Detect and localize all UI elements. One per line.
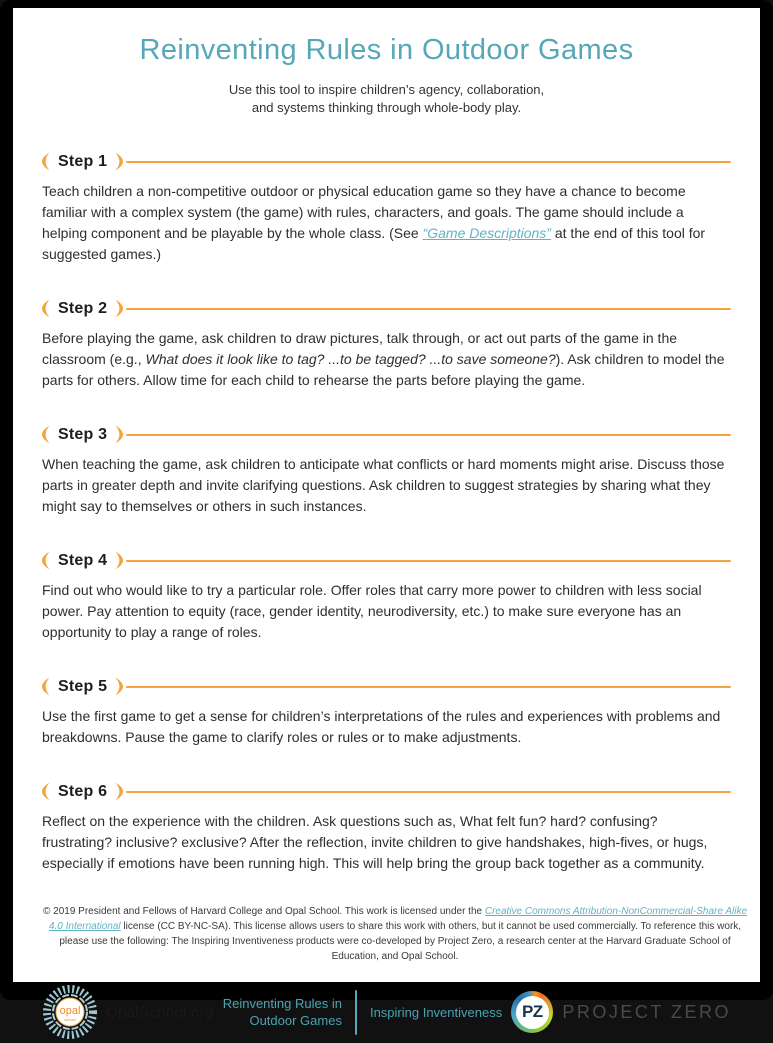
subtitle-line-2: and systems thinking through whole-body play. [251,100,522,115]
opal-school-logo-icon [42,984,98,1040]
footer-vertical-divider [355,990,357,1035]
opal-school-group [42,984,214,1040]
game-descriptions-link[interactable]: “Game Descriptions” [422,225,551,241]
step-2-header [42,299,731,318]
crescent-left-icon [42,782,51,801]
step-1-text-1: Teach children a non-competitive outdoor or physical education game so they have a chance to become familiar with a complex system (the game) with rules, characters, and goals. The game should include a helping component and be playable by the whole class. (See [42,183,686,241]
crescent-right-icon [114,299,123,318]
license-text-2: license (CC BY-NC-SA). This license allows users to share this work with others, but it cannot be used commercially. To reference this work, please use the following: The Inspiring Inventiveness products were co-developed by Project Zero, a research center at the Harvard Graduate School of Education, and Opal School. [59,921,742,962]
step-5-section [42,677,731,748]
series-tagline: Inspiring Inventiveness [369,1004,503,1020]
page-title: Reinventing Rules in Outdoor Games [139,34,634,66]
step-2-text-2: ). Ask children to model the parts for others. Allow time for each child to rehearse the parts before playing the game. [42,351,725,388]
opal-logo-word: opal [59,1005,81,1017]
crescent-right-icon [114,425,123,444]
step-4-label: Step 4 [58,551,108,569]
crescent-right-icon [114,782,123,801]
crescent-left-icon [42,299,51,318]
step-3-body: When teaching the game, ask children to anticipate what conflicts or hard moments might arise. Discuss those parts in greater depth and invite clarifying questions. Ask children to suggest strategies by sharing what they might say to themselves or others in such instances. [42,456,725,514]
crescent-left-icon [42,551,51,570]
doc-ref-line-2: Outdoor Games [249,1013,342,1028]
step-2-section [42,299,731,391]
project-zero-wordmark: PROJECT ZERO [562,1001,731,1022]
project-zero-logo-icon [511,991,553,1033]
step-5-label: Step 5 [58,677,108,695]
crescent-left-icon [42,152,51,171]
opal-school-url-link[interactable]: OpalSchool.org [106,1003,214,1021]
doc-ref-line-1: Reinventing Rules in [222,996,342,1011]
step-2-body [42,328,731,391]
step-3-header [42,425,731,444]
subtitle-line-1: Use this tool to inspire children’s agency, collaboration, [228,82,545,97]
step-5-header [42,677,731,696]
crescent-right-icon [114,551,123,570]
creative-commons-link[interactable]: Creative Commons Attribution-NonCommercial-Share Alike 4.0 International [48,906,747,932]
project-zero-group [511,991,731,1033]
crescent-right-icon [114,152,123,171]
step-1-section [42,152,731,265]
step-1-header [42,152,731,171]
step-1-body [42,181,731,265]
step-divider-line [126,308,731,310]
document-reference [223,995,342,1029]
step-2-italic-text: What does it look like to tag? ...to be tagged? ...to save someone? [145,351,556,367]
license-text-1: © 2019 President and Fellows of Harvard College and Opal School. This work is licensed under the [43,906,485,917]
step-2-text-1: Before playing the game, ask children to draw pictures, talk through, or act out parts of the game in the classroom (e.g., [42,330,678,367]
step-6-header [42,782,731,801]
step-4-section [42,551,731,643]
step-divider-line [126,560,731,562]
crescent-left-icon [42,425,51,444]
step-1-label: Step 1 [58,152,108,170]
step-6-label: Step 6 [58,782,108,800]
step-divider-line [126,161,731,163]
step-divider-line [126,686,731,688]
license-text [42,904,748,964]
step-divider-line [126,791,731,793]
step-2-label: Step 2 [58,299,108,317]
crescent-left-icon [42,677,51,696]
step-4-body: Find out who would like to try a particular role. Offer roles that carry more power to children with less social power. Pay attention to equity (race, gender identity, neurodiversity, etc.) to make sure everyone has an opportunity to play a range of roles. [42,582,702,640]
step-3-label: Step 3 [58,425,108,443]
step-divider-line [126,434,731,436]
document-page [13,8,760,1028]
page-subtitle [42,81,731,117]
step-5-body: Use the first game to get a sense for children’s interpretations of the rules and experiences with problems and breakdowns. Pause the game to clarify roles or rules or to make adjustments. [42,708,721,745]
crescent-right-icon [114,677,123,696]
step-3-section [42,425,731,517]
step-6-section [42,782,731,874]
step-4-header [42,551,731,570]
footer-brand-bar [42,981,731,1043]
pz-initials: PZ [516,996,549,1029]
opal-logo-sub: school [64,1017,76,1022]
step-1-text-2: at the end of this tool for suggested games.) [42,225,706,262]
step-6-body: Reflect on the experience with the children. Ask questions such as, What felt fun? hard? confusing? frustrating? inclusive? exclusive? After the reflection, invite children to give handshakes, high-fives, or hugs, especially if emotions have been running high. This will help bring the group back together as a community. [42,813,708,871]
